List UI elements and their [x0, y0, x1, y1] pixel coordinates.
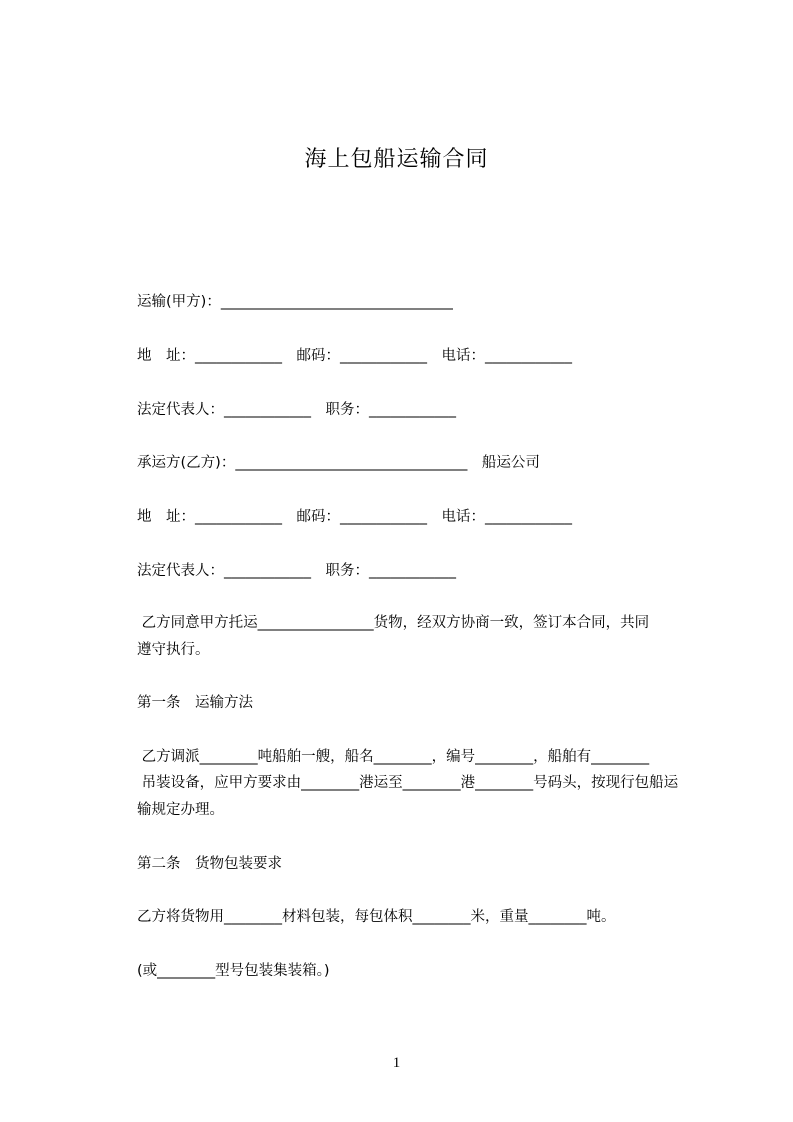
page-number: 1	[392, 1055, 401, 1071]
article-1-line-3: 输规定办理。	[137, 802, 224, 818]
party-b-representative-line: 法定代表人：____________ 职务：____________	[137, 563, 456, 579]
agreement-paragraph-line-2: 遵守执行。	[137, 642, 210, 658]
agreement-paragraph-line-1: 乙方同意甲方托运________________货物，经双方协商一致，签订本合同，共同	[137, 615, 650, 631]
party-b-contact-line: 地 址：____________ 邮码：____________ 电话：____________	[137, 509, 572, 525]
party-a-contact-line: 地 址：____________ 邮码：____________ 电话：____________	[137, 348, 572, 364]
article-2-line-1: 乙方将货物用________材料包装，每包体积________米，重量________吨。	[137, 909, 616, 925]
article-2-line-2: (或________型号包装集装箱。)	[137, 963, 330, 979]
article-2-heading: 第二条 货物包装要求	[137, 856, 282, 872]
document-title: 海上包船运输合同	[304, 147, 489, 172]
party-a-line: 运输(甲方)：________________________________	[137, 294, 453, 310]
article-1-line-2: 吊装设备，应甲方要求由________港运至________港________号码头，按现行包船运	[137, 775, 679, 791]
party-a-representative-line: 法定代表人：____________ 职务：____________	[137, 402, 456, 418]
article-1-heading: 第一条 运输方法	[137, 695, 253, 711]
party-b-line: 承运方(乙方)：________________________________ 船运公司	[137, 455, 540, 471]
article-1-line-1: 乙方调派________吨船舶一艘，船名________，编号________，船舶有________	[137, 749, 650, 765]
